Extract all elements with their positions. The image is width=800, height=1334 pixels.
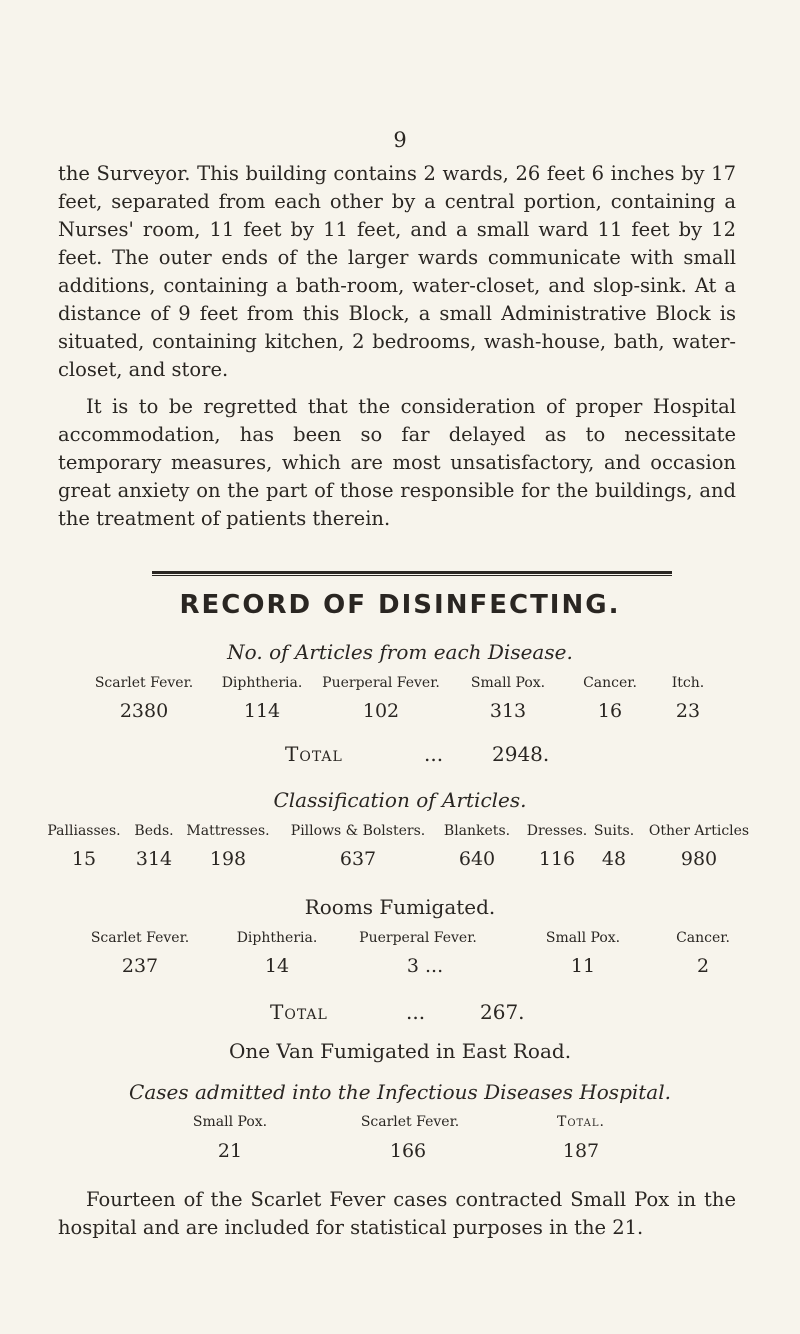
table-cell: 116 <box>538 848 576 870</box>
classification-value-row <box>0 848 800 874</box>
table-cell: 14 <box>264 955 290 977</box>
total-label: Total <box>285 742 343 766</box>
van-fumigated-note: One Van Fumigated in East Road. <box>228 1039 572 1063</box>
page-number: 9 <box>393 128 407 152</box>
rooms-value-row <box>0 955 800 981</box>
column-header: Small Pox. <box>192 1114 268 1130</box>
rooms-header-row <box>0 930 800 956</box>
total-value: 267. <box>480 1000 525 1024</box>
column-header: Beds. <box>134 823 174 839</box>
table-cell: 198 <box>209 848 247 870</box>
table-cell: 980 <box>680 848 718 870</box>
column-header: Small Pox. <box>470 675 546 691</box>
table-cell: 16 <box>597 700 623 722</box>
column-header: Mattresses. <box>186 823 270 839</box>
column-header: Puerperal Fever. <box>322 675 440 691</box>
column-header: Blankets. <box>443 823 511 839</box>
articles-by-disease-header-row <box>0 675 800 701</box>
articles-by-disease-value-row <box>0 700 800 726</box>
table-cell: 102 <box>362 700 400 722</box>
table-cell: 187 <box>562 1140 600 1162</box>
table-cell: 637 <box>339 848 377 870</box>
total-value: 2948. <box>492 742 550 766</box>
rooms-total-line <box>0 1000 800 1030</box>
column-header: Cancer. <box>676 930 730 946</box>
column-header: Dresses. <box>526 823 588 839</box>
table-cell: 21 <box>217 1140 243 1162</box>
cases-value-row <box>0 1140 800 1166</box>
column-header: Diphtheria. <box>236 930 318 946</box>
record-heading: RECORD OF DISINFECTING. <box>179 590 621 620</box>
column-header: Cancer. <box>583 675 637 691</box>
column-header: Puerperal Fever. <box>359 930 477 946</box>
cases-header-row <box>0 1114 800 1140</box>
table-cell: 2380 <box>119 700 169 722</box>
column-header: Total. <box>557 1114 605 1130</box>
table-cell: 2 <box>696 955 710 977</box>
column-header: Diphtheria. <box>221 675 303 691</box>
table-cell: 314 <box>135 848 173 870</box>
table-cell: 640 <box>458 848 496 870</box>
column-header: Itch. <box>671 675 705 691</box>
table-cell: 237 <box>121 955 159 977</box>
table-cell: 48 <box>601 848 627 870</box>
section-divider <box>152 571 672 576</box>
column-header: Suits. <box>593 823 635 839</box>
column-header: Other Articles <box>648 823 750 839</box>
total-dots: ... <box>424 742 444 766</box>
column-header: Small Pox. <box>545 930 621 946</box>
table-cell: 3 ... <box>406 955 444 977</box>
column-header: Scarlet Fever. <box>90 930 190 946</box>
table-cell: 23 <box>675 700 701 722</box>
articles-by-disease-title: No. of Articles from each Disease. <box>227 640 573 664</box>
classification-header-row <box>0 823 800 849</box>
paragraph-hospital-accommodation: It is to be regretted that the consideration of proper Hospital accommodation, has been so far delayed as to necessitate temporary measures, which are most unsatisfactory, and occasion great anxiety on the part of those responsible for the buildings, and the treatment of patients therein. <box>58 395 736 530</box>
total-dots: ... <box>406 1000 426 1024</box>
rooms-fumigated-title: Rooms Fumigated. <box>304 895 496 919</box>
paragraph-building-description: the Surveyor. This building contains 2 wards, 26 feet 6 inches by 17 feet, separated from each other by a central portion, containing a Nurses' room, 11 feet by 11 feet, and a small ward 11 feet by 12 feet. The outer ends of the larger wards communicate with small additions, containing a bath-room, water-closet, and slop-sink. At a distance of 9 feet from this Block, a small Administrative Block is situated, containing kitchen, 2 bedrooms, wash-house, bath, water-closet, and store. <box>58 162 736 381</box>
table-cell: 15 <box>71 848 97 870</box>
articles-total-line <box>0 742 800 772</box>
column-header: Scarlet Fever. <box>360 1114 460 1130</box>
table-cell: 114 <box>243 700 281 722</box>
classification-title: Classification of Articles. <box>273 788 527 812</box>
cases-admitted-title: Cases admitted into the Infectious Diseases Hospital. <box>129 1080 671 1104</box>
column-header: Scarlet Fever. <box>94 675 194 691</box>
closing-paragraph: Fourteen of the Scarlet Fever cases contracted Small Pox in the hospital and are included for statistical purposes in the 21. <box>58 1188 736 1239</box>
table-cell: 166 <box>389 1140 427 1162</box>
column-header: Pillows & Bolsters. <box>290 823 426 839</box>
column-header: Palliasses. <box>47 823 121 839</box>
table-cell: 11 <box>570 955 596 977</box>
total-label: Total <box>270 1000 328 1024</box>
table-cell: 313 <box>489 700 527 722</box>
